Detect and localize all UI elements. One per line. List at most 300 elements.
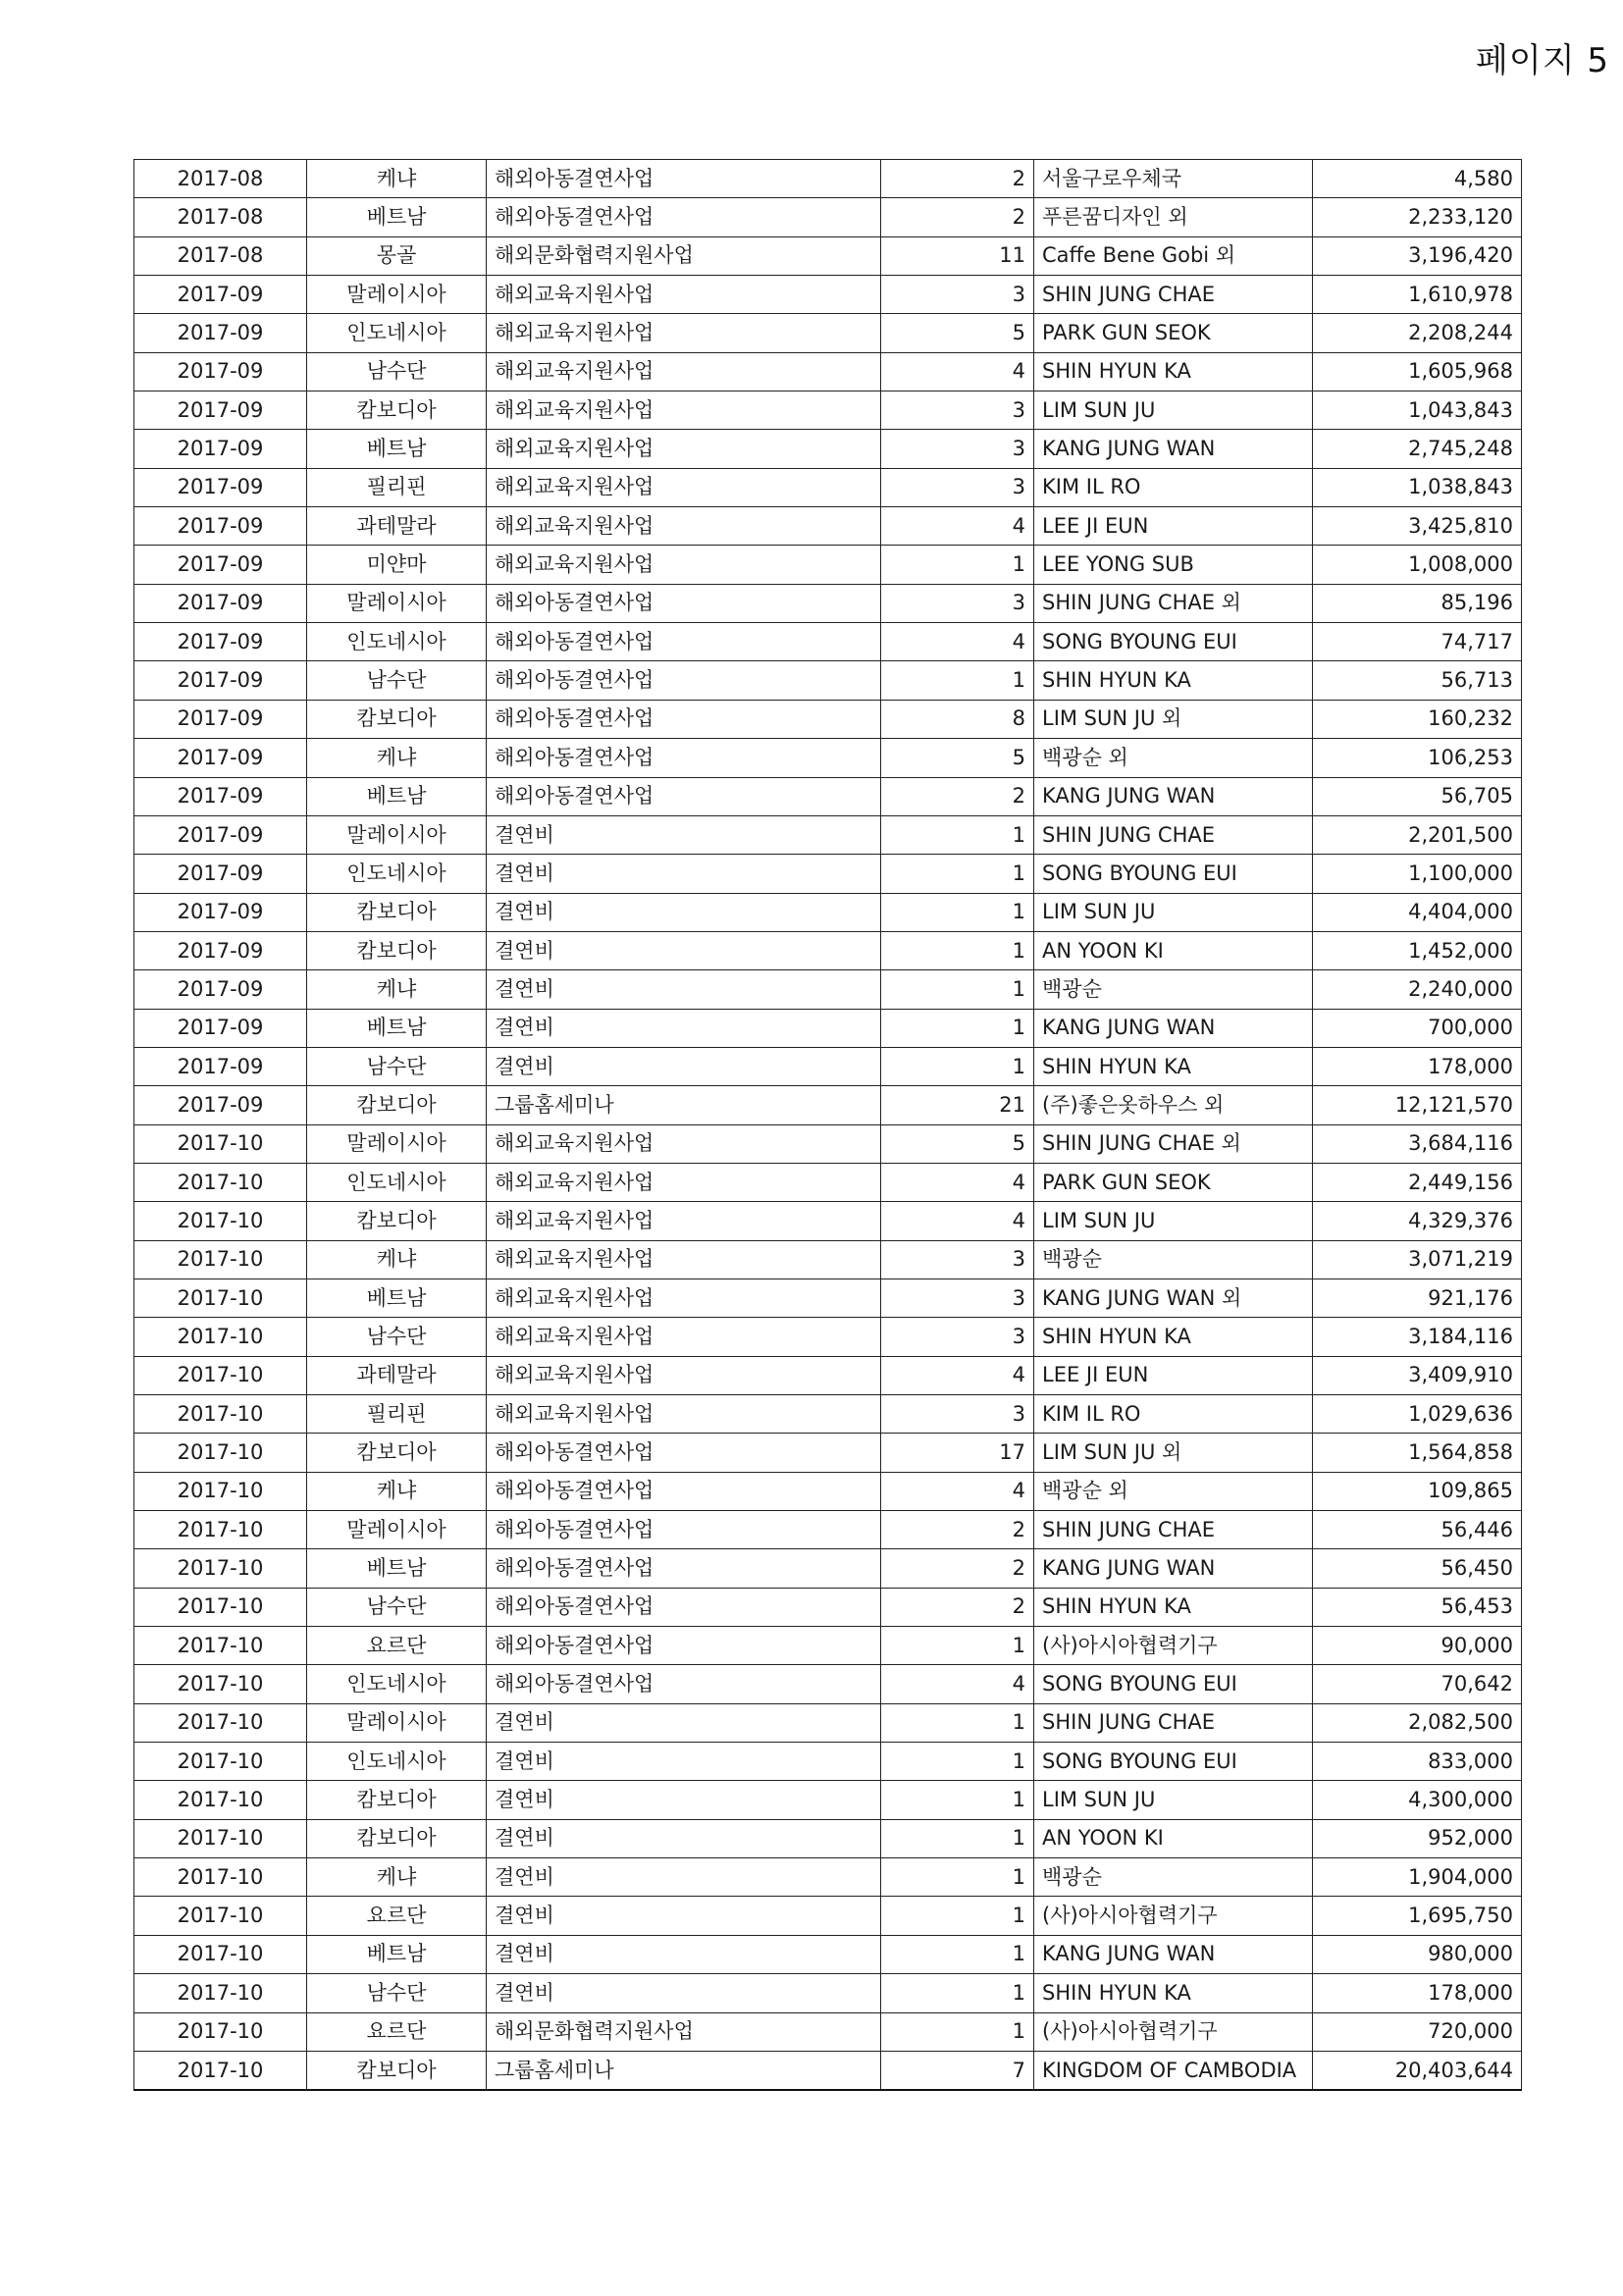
country-cell: 케냐 — [307, 160, 487, 198]
program-cell: 해외아동결연사업 — [487, 700, 881, 738]
amount-cell: 2,233,120 — [1313, 198, 1522, 236]
amount-cell: 2,208,244 — [1313, 314, 1522, 352]
date-cell: 2017-10 — [134, 1935, 307, 1973]
date-cell: 2017-10 — [134, 1356, 307, 1394]
recipient-cell: 백광순 — [1034, 1858, 1313, 1897]
table-row — [134, 584, 1522, 622]
amount-cell: 1,008,000 — [1313, 546, 1522, 584]
amount-cell: 2,745,248 — [1313, 430, 1522, 468]
country-cell: 케냐 — [307, 1240, 487, 1278]
date-cell: 2017-08 — [134, 160, 307, 198]
count-cell: 1 — [881, 2012, 1034, 2051]
amount-cell: 1,100,000 — [1313, 855, 1522, 893]
table-row — [134, 970, 1522, 1009]
table-row — [134, 276, 1522, 314]
program-cell: 해외교육지원사업 — [487, 276, 881, 314]
date-cell: 2017-10 — [134, 1549, 307, 1588]
date-cell: 2017-09 — [134, 507, 307, 546]
count-cell: 3 — [881, 468, 1034, 506]
recipient-cell: 백광순 외 — [1034, 1472, 1313, 1510]
amount-cell: 56,705 — [1313, 777, 1522, 815]
amount-cell: 1,904,000 — [1313, 1858, 1522, 1897]
table-row — [134, 236, 1522, 275]
recipient-cell: LIM SUN JU — [1034, 1202, 1313, 1240]
amount-cell: 700,000 — [1313, 1009, 1522, 1047]
count-cell: 2 — [881, 777, 1034, 815]
program-cell: 해외아동결연사업 — [487, 1549, 881, 1588]
count-cell: 3 — [881, 584, 1034, 622]
program-cell: 해외교육지원사업 — [487, 507, 881, 546]
table-row — [134, 1781, 1522, 1819]
country-cell: 요르단 — [307, 1897, 487, 1935]
program-cell: 해외아동결연사업 — [487, 1665, 881, 1703]
ledger-table — [133, 159, 1522, 2091]
country-cell: 캄보디아 — [307, 700, 487, 738]
program-cell: 그룹홈세미나 — [487, 2051, 881, 2090]
date-cell: 2017-09 — [134, 1086, 307, 1124]
date-cell: 2017-09 — [134, 468, 307, 506]
amount-cell: 90,000 — [1313, 1627, 1522, 1665]
recipient-cell: SHIN JUNG CHAE — [1034, 276, 1313, 314]
country-cell: 인도네시아 — [307, 623, 487, 661]
country-cell: 인도네시아 — [307, 314, 487, 352]
recipient-cell: SONG BYOUNG EUI — [1034, 1665, 1313, 1703]
program-cell: 해외아동결연사업 — [487, 1434, 881, 1472]
program-cell: 해외문화협력지원사업 — [487, 236, 881, 275]
amount-cell: 56,713 — [1313, 661, 1522, 700]
count-cell: 1 — [881, 1781, 1034, 1819]
recipient-cell: LEE JI EUN — [1034, 1356, 1313, 1394]
date-cell: 2017-09 — [134, 430, 307, 468]
recipient-cell: KIM IL RO — [1034, 468, 1313, 506]
table-row — [134, 546, 1522, 584]
date-cell: 2017-09 — [134, 931, 307, 969]
table-row — [134, 1047, 1522, 1085]
count-cell: 1 — [881, 1897, 1034, 1935]
table-row — [134, 1434, 1522, 1472]
program-cell: 결연비 — [487, 931, 881, 969]
count-cell: 1 — [881, 970, 1034, 1009]
table-row — [134, 1819, 1522, 1857]
date-cell: 2017-10 — [134, 1743, 307, 1781]
date-cell: 2017-08 — [134, 198, 307, 236]
table-row — [134, 893, 1522, 931]
country-cell: 남수단 — [307, 1974, 487, 2012]
recipient-cell: AN YOON KI — [1034, 931, 1313, 969]
recipient-cell: LEE YONG SUB — [1034, 546, 1313, 584]
date-cell: 2017-09 — [134, 276, 307, 314]
country-cell: 캄보디아 — [307, 893, 487, 931]
date-cell: 2017-09 — [134, 700, 307, 738]
amount-cell: 921,176 — [1313, 1278, 1522, 1317]
table-row — [134, 507, 1522, 546]
country-cell: 말레이시아 — [307, 1511, 487, 1549]
count-cell: 1 — [881, 931, 1034, 969]
country-cell: 말레이시아 — [307, 1703, 487, 1742]
country-cell: 말레이시아 — [307, 276, 487, 314]
count-cell: 1 — [881, 1627, 1034, 1665]
recipient-cell: LIM SUN JU 외 — [1034, 700, 1313, 738]
amount-cell: 56,446 — [1313, 1511, 1522, 1549]
amount-cell: 74,717 — [1313, 623, 1522, 661]
table-row — [134, 661, 1522, 700]
program-cell: 해외교육지원사업 — [487, 468, 881, 506]
page-number: 페이지 5 — [1476, 41, 1609, 80]
table-row — [134, 739, 1522, 777]
table-row — [134, 391, 1522, 430]
count-cell: 1 — [881, 1703, 1034, 1742]
recipient-cell: SONG BYOUNG EUI — [1034, 623, 1313, 661]
country-cell: 캄보디아 — [307, 931, 487, 969]
program-cell: 해외교육지원사업 — [487, 1124, 881, 1163]
recipient-cell: KANG JUNG WAN — [1034, 1009, 1313, 1047]
date-cell: 2017-10 — [134, 1434, 307, 1472]
program-cell: 결연비 — [487, 1858, 881, 1897]
program-cell: 결연비 — [487, 893, 881, 931]
date-cell: 2017-09 — [134, 893, 307, 931]
country-cell: 캄보디아 — [307, 2051, 487, 2090]
country-cell: 인도네시아 — [307, 855, 487, 893]
date-cell: 2017-10 — [134, 1395, 307, 1434]
program-cell: 해외교육지원사업 — [487, 1356, 881, 1394]
count-cell: 21 — [881, 1086, 1034, 1124]
recipient-cell: PARK GUN SEOK — [1034, 314, 1313, 352]
country-cell: 남수단 — [307, 1047, 487, 1085]
table-row — [134, 777, 1522, 815]
recipient-cell: SONG BYOUNG EUI — [1034, 855, 1313, 893]
country-cell: 캄보디아 — [307, 1781, 487, 1819]
date-cell: 2017-09 — [134, 623, 307, 661]
recipient-cell: 백광순 외 — [1034, 739, 1313, 777]
recipient-cell: KANG JUNG WAN — [1034, 430, 1313, 468]
date-cell: 2017-09 — [134, 391, 307, 430]
recipient-cell: SHIN JUNG CHAE — [1034, 1703, 1313, 1742]
count-cell: 1 — [881, 546, 1034, 584]
table-row — [134, 198, 1522, 236]
table-row — [134, 623, 1522, 661]
amount-cell: 952,000 — [1313, 1819, 1522, 1857]
recipient-cell: (사)아시아협력기구 — [1034, 1627, 1313, 1665]
table-row — [134, 1202, 1522, 1240]
count-cell: 1 — [881, 1935, 1034, 1973]
amount-cell: 1,564,858 — [1313, 1434, 1522, 1472]
amount-cell: 833,000 — [1313, 1743, 1522, 1781]
amount-cell: 70,642 — [1313, 1665, 1522, 1703]
table-row — [134, 1935, 1522, 1973]
date-cell: 2017-10 — [134, 1472, 307, 1510]
recipient-cell: 서울구로우체국 — [1034, 160, 1313, 198]
table-row — [134, 1549, 1522, 1588]
date-cell: 2017-09 — [134, 314, 307, 352]
country-cell: 베트남 — [307, 1549, 487, 1588]
date-cell: 2017-10 — [134, 1858, 307, 1897]
count-cell: 1 — [881, 1974, 1034, 2012]
country-cell: 케냐 — [307, 739, 487, 777]
count-cell: 7 — [881, 2051, 1034, 2090]
count-cell: 3 — [881, 1278, 1034, 1317]
country-cell: 필리핀 — [307, 1395, 487, 1434]
program-cell: 해외교육지원사업 — [487, 430, 881, 468]
recipient-cell: Caffe Bene Gobi 외 — [1034, 236, 1313, 275]
count-cell: 5 — [881, 739, 1034, 777]
country-cell: 케냐 — [307, 1472, 487, 1510]
count-cell: 3 — [881, 1395, 1034, 1434]
date-cell: 2017-10 — [134, 1240, 307, 1278]
country-cell: 캄보디아 — [307, 1086, 487, 1124]
table-row — [134, 1472, 1522, 1510]
country-cell: 인도네시아 — [307, 1743, 487, 1781]
count-cell: 3 — [881, 1318, 1034, 1356]
count-cell: 4 — [881, 1163, 1034, 1201]
date-cell: 2017-10 — [134, 1974, 307, 2012]
table-row — [134, 430, 1522, 468]
country-cell: 남수단 — [307, 352, 487, 391]
program-cell: 결연비 — [487, 1819, 881, 1857]
program-cell: 해외문화협력지원사업 — [487, 2012, 881, 2051]
program-cell: 해외교육지원사업 — [487, 1318, 881, 1356]
program-cell: 해외아동결연사업 — [487, 198, 881, 236]
recipient-cell: KANG JUNG WAN 외 — [1034, 1278, 1313, 1317]
count-cell: 4 — [881, 1202, 1034, 1240]
count-cell: 4 — [881, 352, 1034, 391]
country-cell: 남수단 — [307, 661, 487, 700]
date-cell: 2017-10 — [134, 1318, 307, 1356]
program-cell: 해외아동결연사업 — [487, 623, 881, 661]
date-cell: 2017-10 — [134, 1202, 307, 1240]
program-cell: 결연비 — [487, 1047, 881, 1085]
program-cell: 해외아동결연사업 — [487, 1627, 881, 1665]
table-row — [134, 1897, 1522, 1935]
program-cell: 해외아동결연사업 — [487, 1588, 881, 1626]
count-cell: 3 — [881, 276, 1034, 314]
recipient-cell: SHIN HYUN KA — [1034, 661, 1313, 700]
program-cell: 해외교육지원사업 — [487, 546, 881, 584]
date-cell: 2017-09 — [134, 661, 307, 700]
date-cell: 2017-08 — [134, 236, 307, 275]
amount-cell: 20,403,644 — [1313, 2051, 1522, 2090]
recipient-cell: KIM IL RO — [1034, 1395, 1313, 1434]
date-cell: 2017-09 — [134, 970, 307, 1009]
table-row — [134, 160, 1522, 198]
program-cell: 해외교육지원사업 — [487, 1240, 881, 1278]
recipient-cell: LIM SUN JU — [1034, 893, 1313, 931]
count-cell: 1 — [881, 893, 1034, 931]
country-cell: 베트남 — [307, 1009, 487, 1047]
date-cell: 2017-10 — [134, 1588, 307, 1626]
table-row — [134, 815, 1522, 854]
table-row — [134, 1588, 1522, 1626]
recipient-cell: KINGDOM OF CAMBODIA — [1034, 2051, 1313, 2090]
recipient-cell: SONG BYOUNG EUI — [1034, 1743, 1313, 1781]
amount-cell: 2,240,000 — [1313, 970, 1522, 1009]
program-cell: 해외아동결연사업 — [487, 739, 881, 777]
amount-cell: 720,000 — [1313, 2012, 1522, 2051]
amount-cell: 2,082,500 — [1313, 1703, 1522, 1742]
table-row — [134, 352, 1522, 391]
recipient-cell: PARK GUN SEOK — [1034, 1163, 1313, 1201]
date-cell: 2017-09 — [134, 546, 307, 584]
recipient-cell: SHIN HYUN KA — [1034, 352, 1313, 391]
count-cell: 8 — [881, 700, 1034, 738]
count-cell: 1 — [881, 1047, 1034, 1085]
amount-cell: 1,452,000 — [1313, 931, 1522, 969]
date-cell: 2017-10 — [134, 1163, 307, 1201]
count-cell: 3 — [881, 391, 1034, 430]
recipient-cell: KANG JUNG WAN — [1034, 1549, 1313, 1588]
table-row — [134, 1124, 1522, 1163]
date-cell: 2017-09 — [134, 855, 307, 893]
date-cell: 2017-10 — [134, 1781, 307, 1819]
program-cell: 해외교육지원사업 — [487, 314, 881, 352]
amount-cell: 1,605,968 — [1313, 352, 1522, 391]
count-cell: 1 — [881, 855, 1034, 893]
program-cell: 해외교육지원사업 — [487, 1202, 881, 1240]
country-cell: 남수단 — [307, 1588, 487, 1626]
table-row — [134, 1395, 1522, 1434]
count-cell: 1 — [881, 1858, 1034, 1897]
amount-cell: 3,071,219 — [1313, 1240, 1522, 1278]
recipient-cell: SHIN HYUN KA — [1034, 1047, 1313, 1085]
country-cell: 베트남 — [307, 1278, 487, 1317]
amount-cell: 3,425,810 — [1313, 507, 1522, 546]
recipient-cell: AN YOON KI — [1034, 1819, 1313, 1857]
recipient-cell: 백광순 — [1034, 970, 1313, 1009]
program-cell: 결연비 — [487, 1897, 881, 1935]
country-cell: 말레이시아 — [307, 584, 487, 622]
program-cell: 해외아동결연사업 — [487, 661, 881, 700]
program-cell: 해외아동결연사업 — [487, 584, 881, 622]
date-cell: 2017-10 — [134, 1124, 307, 1163]
program-cell: 결연비 — [487, 1009, 881, 1047]
table-row — [134, 1318, 1522, 1356]
country-cell: 미얀마 — [307, 546, 487, 584]
recipient-cell: SHIN HYUN KA — [1034, 1974, 1313, 2012]
recipient-cell: LIM SUN JU 외 — [1034, 1434, 1313, 1472]
amount-cell: 178,000 — [1313, 1047, 1522, 1085]
count-cell: 3 — [881, 1240, 1034, 1278]
amount-cell: 2,449,156 — [1313, 1163, 1522, 1201]
date-cell: 2017-10 — [134, 2012, 307, 2051]
table-row — [134, 1163, 1522, 1201]
amount-cell: 109,865 — [1313, 1472, 1522, 1510]
country-cell: 캄보디아 — [307, 1819, 487, 1857]
count-cell: 2 — [881, 198, 1034, 236]
program-cell: 그룹홈세미나 — [487, 1086, 881, 1124]
table-row — [134, 1356, 1522, 1394]
table-row — [134, 931, 1522, 969]
program-cell: 해외교육지원사업 — [487, 1395, 881, 1434]
table-row — [134, 1278, 1522, 1317]
table-row — [134, 1665, 1522, 1703]
program-cell: 해외교육지원사업 — [487, 1163, 881, 1201]
country-cell: 인도네시아 — [307, 1163, 487, 1201]
count-cell: 4 — [881, 623, 1034, 661]
recipient-cell: SHIN JUNG CHAE 외 — [1034, 584, 1313, 622]
count-cell: 2 — [881, 1511, 1034, 1549]
amount-cell: 3,684,116 — [1313, 1124, 1522, 1163]
count-cell: 4 — [881, 1665, 1034, 1703]
date-cell: 2017-10 — [134, 1819, 307, 1857]
table-row — [134, 2051, 1522, 2090]
program-cell: 결연비 — [487, 855, 881, 893]
count-cell: 2 — [881, 1549, 1034, 1588]
count-cell: 4 — [881, 1356, 1034, 1394]
program-cell: 해외아동결연사업 — [487, 160, 881, 198]
recipient-cell: SHIN JUNG CHAE — [1034, 815, 1313, 854]
country-cell: 인도네시아 — [307, 1665, 487, 1703]
amount-cell: 106,253 — [1313, 739, 1522, 777]
country-cell: 남수단 — [307, 1318, 487, 1356]
date-cell: 2017-10 — [134, 2051, 307, 2090]
country-cell: 케냐 — [307, 970, 487, 1009]
recipient-cell: KANG JUNG WAN — [1034, 1935, 1313, 1973]
amount-cell: 980,000 — [1313, 1935, 1522, 1973]
table-row — [134, 1703, 1522, 1742]
recipient-cell: (사)아시아협력기구 — [1034, 2012, 1313, 2051]
date-cell: 2017-09 — [134, 1009, 307, 1047]
amount-cell: 2,201,500 — [1313, 815, 1522, 854]
recipient-cell: 백광순 — [1034, 1240, 1313, 1278]
recipient-cell: SHIN HYUN KA — [1034, 1318, 1313, 1356]
recipient-cell: SHIN JUNG CHAE 외 — [1034, 1124, 1313, 1163]
amount-cell: 4,300,000 — [1313, 1781, 1522, 1819]
amount-cell: 56,453 — [1313, 1588, 1522, 1626]
count-cell: 1 — [881, 1819, 1034, 1857]
amount-cell: 3,196,420 — [1313, 236, 1522, 275]
table-row — [134, 1627, 1522, 1665]
count-cell: 2 — [881, 1588, 1034, 1626]
table-row — [134, 468, 1522, 506]
amount-cell: 3,184,116 — [1313, 1318, 1522, 1356]
amount-cell: 4,329,376 — [1313, 1202, 1522, 1240]
recipient-cell: LIM SUN JU — [1034, 1781, 1313, 1819]
amount-cell: 178,000 — [1313, 1974, 1522, 2012]
country-cell: 과테말라 — [307, 507, 487, 546]
recipient-cell: KANG JUNG WAN — [1034, 777, 1313, 815]
ledger-body — [134, 160, 1522, 2091]
program-cell: 결연비 — [487, 1974, 881, 2012]
program-cell: 해외교육지원사업 — [487, 1278, 881, 1317]
country-cell: 캄보디아 — [307, 1202, 487, 1240]
date-cell: 2017-10 — [134, 1511, 307, 1549]
amount-cell: 1,610,978 — [1313, 276, 1522, 314]
count-cell: 5 — [881, 1124, 1034, 1163]
date-cell: 2017-10 — [134, 1665, 307, 1703]
count-cell: 1 — [881, 815, 1034, 854]
program-cell: 결연비 — [487, 1703, 881, 1742]
country-cell: 과테말라 — [307, 1356, 487, 1394]
table-row — [134, 314, 1522, 352]
amount-cell: 1,043,843 — [1313, 391, 1522, 430]
country-cell: 케냐 — [307, 1858, 487, 1897]
country-cell: 베트남 — [307, 777, 487, 815]
count-cell: 1 — [881, 1009, 1034, 1047]
program-cell: 해외아동결연사업 — [487, 1511, 881, 1549]
program-cell: 결연비 — [487, 970, 881, 1009]
count-cell: 1 — [881, 1743, 1034, 1781]
date-cell: 2017-10 — [134, 1278, 307, 1317]
count-cell: 4 — [881, 1472, 1034, 1510]
date-cell: 2017-09 — [134, 584, 307, 622]
program-cell: 결연비 — [487, 1781, 881, 1819]
amount-cell: 160,232 — [1313, 700, 1522, 738]
recipient-cell: SHIN JUNG CHAE — [1034, 1511, 1313, 1549]
recipient-cell: (사)아시아협력기구 — [1034, 1897, 1313, 1935]
table-row — [134, 2012, 1522, 2051]
table-row — [134, 1743, 1522, 1781]
table-row — [134, 1240, 1522, 1278]
country-cell: 캄보디아 — [307, 391, 487, 430]
